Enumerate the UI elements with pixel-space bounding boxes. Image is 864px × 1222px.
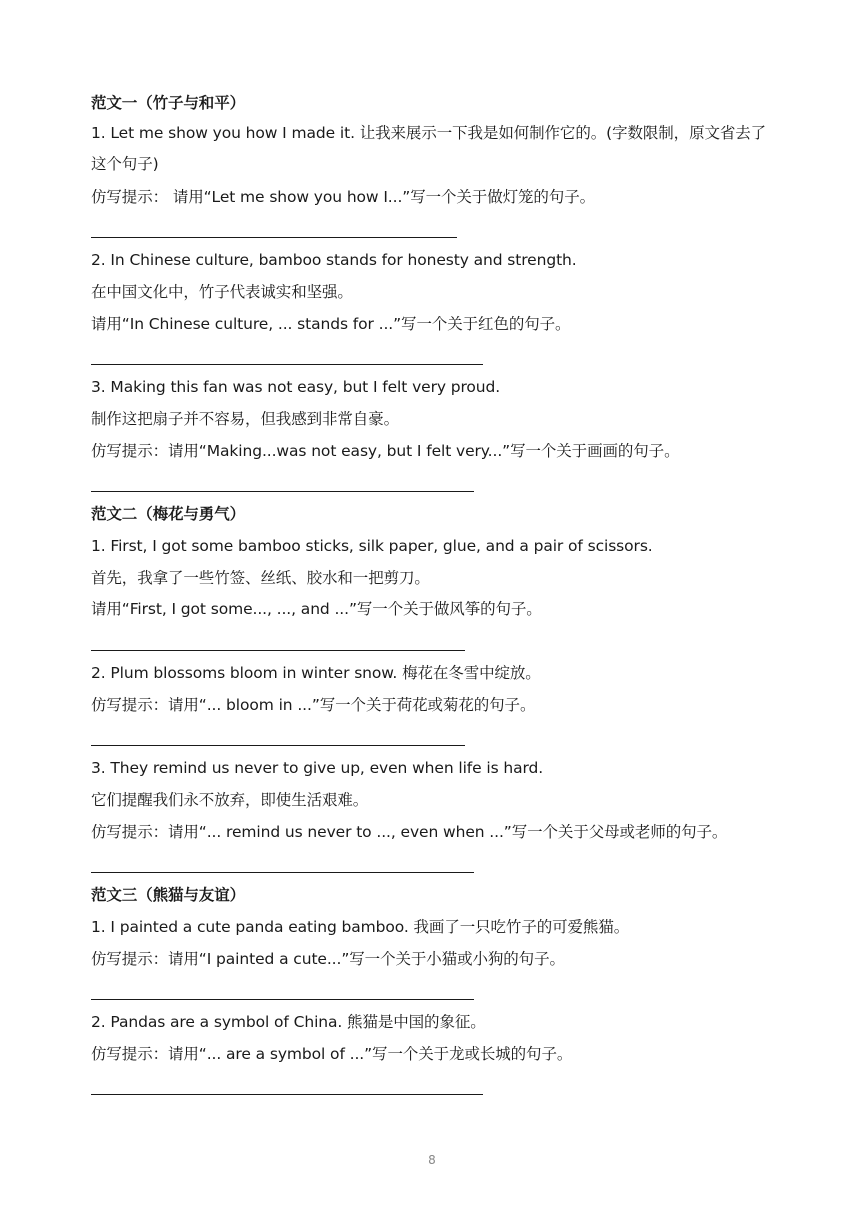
- answer-line: [91, 999, 474, 1000]
- section-title: 范文二（梅花与勇气）: [91, 505, 246, 523]
- example-sentence: 3. Making this fan was not easy, but I felt very proud.: [91, 378, 501, 396]
- imitation-hint: 请用“In Chinese culture, ... stands for ...”写一个关于红色的句子。: [91, 315, 571, 333]
- imitation-hint: 仿写提示：请用“... are a symbol of ...”写一个关于龙或长城的句子。: [91, 1045, 573, 1063]
- answer-line: [91, 745, 465, 746]
- imitation-hint: 仿写提示：请用“... bloom in ...”写一个关于荷花或菊花的句子。: [91, 696, 536, 714]
- example-sentence: 2. Pandas are a symbol of China. 熊猫是中国的象征。: [91, 1013, 486, 1031]
- answer-line: [91, 364, 483, 365]
- answer-line: [91, 1094, 483, 1095]
- chinese-translation: 它们提醒我们永不放弃，即使生活艰难。: [91, 791, 369, 809]
- chinese-translation: 制作这把扇子并不容易，但我感到非常自豪。: [91, 410, 400, 428]
- answer-line: [91, 650, 465, 651]
- page-number: 8: [428, 1153, 436, 1167]
- answer-line: [91, 491, 474, 492]
- imitation-hint: 仿写提示：请用“I painted a cute...”写一个关于小猫或小狗的句子。: [91, 950, 565, 968]
- answer-line: [91, 237, 457, 238]
- example-sentence: 2. Plum blossoms bloom in winter snow. 梅花在冬雪中绽放。: [91, 664, 541, 682]
- example-sentence: 2. In Chinese culture, bamboo stands for honesty and strength.: [91, 251, 577, 269]
- imitation-hint: 请用“First, I got some..., ..., and ...”写一个关于做风筝的句子。: [91, 600, 542, 618]
- imitation-hint: 仿写提示：请用“... remind us never to ..., even when ...”写一个关于父母或老师的句子。: [91, 823, 728, 841]
- example-sentence: 1. Let me show you how I made it. 让我来展示一下我是如何制作它的。(字数限制，原文省去了这个句子): [91, 124, 767, 173]
- chinese-translation: 首先，我拿了一些竹签、丝纸、胶水和一把剪刀。: [91, 569, 430, 587]
- section-title: 范文三（熊猫与友谊）: [91, 886, 246, 904]
- imitation-hint: 仿写提示： 请用“Let me show you how I...”写一个关于做灯笼的句子。: [91, 188, 596, 206]
- answer-line: [91, 872, 474, 873]
- example-sentence: 1. I painted a cute panda eating bamboo. 我画了一只吃竹子的可爱熊猫。: [91, 918, 630, 936]
- example-sentence: 1. First, I got some bamboo sticks, silk paper, glue, and a pair of scissors.: [91, 537, 653, 555]
- chinese-translation: 在中国文化中，竹子代表诚实和坚强。: [91, 283, 353, 301]
- section-title: 范文一（竹子与和平）: [91, 94, 246, 112]
- imitation-hint: 仿写提示：请用“Making...was not easy, but I felt very...”写一个关于画画的句子。: [91, 442, 680, 460]
- example-sentence: 3. They remind us never to give up, even when life is hard.: [91, 759, 544, 777]
